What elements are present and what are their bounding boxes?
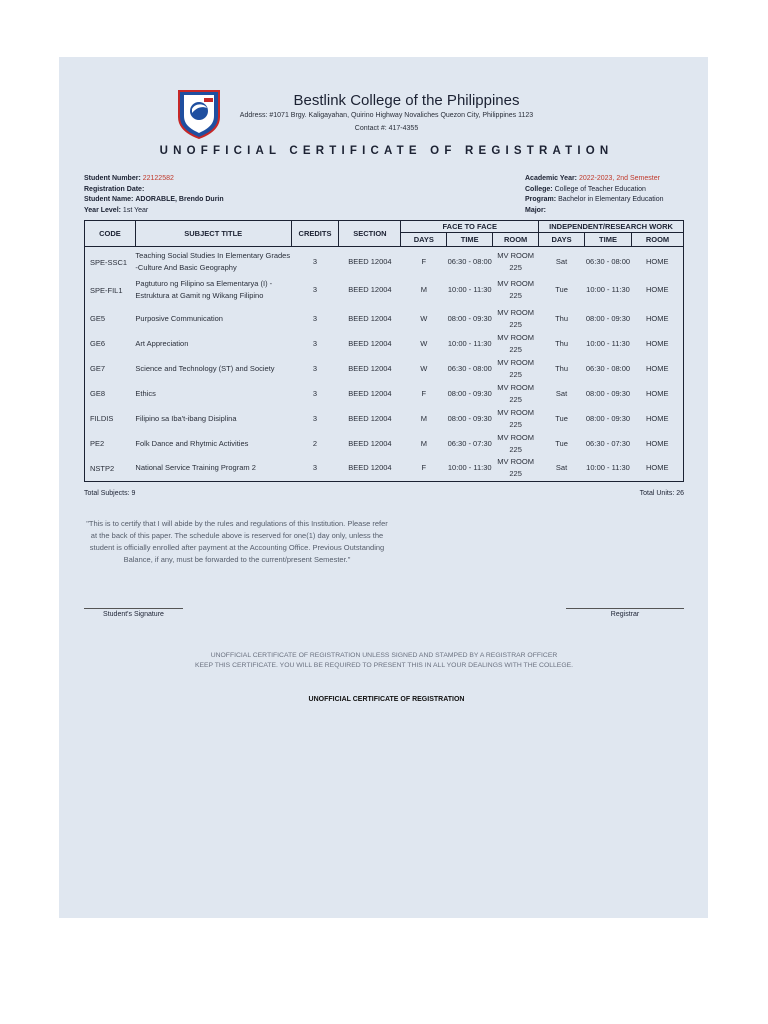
cell-section: BEED 12004 <box>348 413 392 423</box>
student-signature-label: Student's Signature <box>103 611 164 618</box>
table-row <box>85 456 684 481</box>
header-ind-days: DAYS <box>539 233 585 247</box>
cell-f2f-room: MV ROOM 225 <box>497 407 534 429</box>
cell-ind-day: Tue <box>555 285 568 294</box>
cell-title: Teaching Social Studies In Elementary Grades -Culture And Basic Geography <box>135 251 291 272</box>
cell-title: Science and Technology (ST) and Society <box>135 363 275 373</box>
cell-section: BEED 12004 <box>348 388 392 398</box>
cell-code: GE5 <box>90 314 106 323</box>
cell-ind-day: Sat <box>555 257 568 266</box>
cell-code: SPE-SSC1 <box>90 257 128 267</box>
cell-f2f-day: W <box>420 313 428 323</box>
cell-f2f-day: F <box>421 257 427 266</box>
school-name: Bestlink College of the Philippines <box>293 92 520 109</box>
schedule-table <box>84 220 684 482</box>
header-code: CODE <box>85 221 136 247</box>
notice-line-1: UNOFFICIAL CERTIFICATE OF REGISTRATION UNLESS SIGNED AND STAMPED BY A REGISTRAR OFFICER <box>210 652 558 659</box>
cell-credits: 3 <box>312 257 318 266</box>
cell-ind-time: 06:30 - 08:00 <box>585 257 631 266</box>
cell-f2f-time: 06:30 - 07:30 <box>447 438 492 448</box>
table-row <box>85 331 684 356</box>
cell-ind-room: HOME <box>645 413 669 423</box>
cell-section: BEED 12004 <box>348 363 392 373</box>
cell-ind-time: 06:30 - 08:00 <box>585 363 631 373</box>
cell-credits: 3 <box>312 338 318 348</box>
cell-f2f-room: MV ROOM 225 <box>497 332 534 354</box>
cell-ind-room: HOME <box>645 463 669 473</box>
cell-f2f-day: W <box>420 338 428 348</box>
student-info <box>84 174 224 216</box>
header-section: SECTION <box>339 221 401 247</box>
cell-credits: 2 <box>312 438 318 448</box>
cell-ind-time: 08:00 - 09:30 <box>585 388 631 398</box>
footer-title: UNOFFICIAL CERTIFICATE OF REGISTRATION <box>308 696 465 703</box>
cell-ind-time: 10:00 - 11:30 <box>586 338 630 348</box>
cell-f2f-room: MV ROOM 225 <box>497 307 534 329</box>
cell-ind-day: Thu <box>555 363 569 373</box>
cell-ind-room: HOME <box>645 388 669 398</box>
cell-f2f-room: MV ROOM 225 <box>497 457 534 479</box>
cell-ind-time: 08:00 - 09:30 <box>585 413 631 423</box>
academic-year: 2022-2023, 2nd Semester <box>578 175 660 182</box>
cell-title: Pagtuturo ng Filipino sa Elementarya (I) -Estruktura at Gamit ng Wikang Filipino <box>135 279 273 300</box>
table-row <box>85 406 684 431</box>
registrar-notice <box>119 651 649 671</box>
cell-section: BEED 12004 <box>348 285 392 294</box>
certificate-sheet <box>59 57 708 918</box>
table-row <box>85 431 684 456</box>
cell-f2f-day: M <box>420 438 427 448</box>
academic-year-line: Academic Year: 2022-2023, 2nd Semester <box>525 175 660 182</box>
cell-f2f-time: 10:00 - 11:30 <box>447 463 492 473</box>
table-row <box>85 381 684 406</box>
cell-f2f-day: F <box>421 388 427 398</box>
cell-f2f-time: 10:00 - 11:30 <box>447 285 492 294</box>
header-face-to-face: FACE TO FACE <box>401 221 539 233</box>
schedule-rows <box>85 247 684 482</box>
cell-section: BEED 12004 <box>348 313 392 323</box>
cell-credits: 3 <box>312 463 318 473</box>
cell-title: National Service Training Program 2 <box>135 463 256 473</box>
cell-f2f-day: W <box>420 363 428 373</box>
cell-code: PE2 <box>90 439 105 448</box>
cell-section: BEED 12004 <box>348 463 392 473</box>
total-units: Total Units: 26 <box>639 490 684 497</box>
cell-ind-day: Thu <box>555 313 569 323</box>
cell-f2f-time: 08:00 - 09:30 <box>447 413 492 423</box>
registration-date-line: Registration Date: <box>84 185 145 193</box>
year-level-line: Year Level: 1st Year <box>84 206 149 214</box>
cell-ind-day: Sat <box>555 463 568 473</box>
student-name: ADORABLE, Brendo Durin <box>135 196 224 203</box>
table-row <box>85 247 684 275</box>
student-signature-line <box>84 608 183 609</box>
header-f2f-room: ROOM <box>493 233 539 247</box>
header-f2f-time: TIME <box>447 233 493 247</box>
cell-f2f-day: F <box>421 463 427 473</box>
cell-f2f-time: 08:00 - 09:30 <box>447 313 492 323</box>
cell-credits: 3 <box>312 285 318 294</box>
cell-f2f-room: MV ROOM 225 <box>497 432 534 454</box>
cell-title: Art Appreciation <box>135 338 189 348</box>
college: College of Teacher Education <box>554 185 646 193</box>
cell-ind-room: HOME <box>645 257 669 266</box>
cell-ind-day: Tue <box>555 438 568 448</box>
registrar-signature-line <box>566 608 684 609</box>
cell-ind-room: HOME <box>645 285 669 294</box>
cell-f2f-time: 10:00 - 11:30 <box>447 338 492 348</box>
cell-title: Folk Dance and Rhytmic Activities <box>135 438 249 448</box>
cell-ind-day: Tue <box>555 413 568 423</box>
cell-credits: 3 <box>312 363 318 373</box>
school-address: Address: #1071 Brgy. Kaligayahan, Quirino Highway Novaliches Quezon City, Philippines 1123 <box>239 112 534 119</box>
total-subjects: Total Subjects: 9 <box>84 490 136 497</box>
cell-ind-time: 10:00 - 11:30 <box>586 285 630 294</box>
cell-section: BEED 12004 <box>348 338 392 348</box>
table-row <box>85 356 684 381</box>
cell-ind-time: 06:30 - 07:30 <box>585 438 631 448</box>
cell-ind-room: HOME <box>645 363 669 373</box>
cell-ind-day: Sat <box>555 388 568 398</box>
cell-f2f-time: 06:30 - 08:00 <box>447 257 492 266</box>
cell-title: Ethics <box>135 388 156 398</box>
cell-title: Filipino sa Iba't-ibang Disiplina <box>135 413 237 423</box>
cell-section: BEED 12004 <box>348 257 392 266</box>
program-line: Program: Bachelor in Elementary Education <box>525 196 664 203</box>
header-credits: CREDITS <box>291 221 339 247</box>
student-name-line: Student Name: ADORABLE, Brendo Durin <box>84 196 224 203</box>
cell-code: GE7 <box>90 364 106 373</box>
student-number: 22122582 <box>142 175 174 182</box>
cell-title: Purposive Communication <box>135 313 223 323</box>
cell-ind-time: 10:00 - 11:30 <box>586 463 630 473</box>
college-line: College: College of Teacher Education <box>525 185 646 193</box>
student-number-line: Student Number: 22122582 <box>84 175 174 182</box>
certificate-title: UNOFFICIAL CERTIFICATE OF REGISTRATION <box>159 145 614 157</box>
header-independent: INDEPENDENT/RESEARCH WORK <box>539 221 684 233</box>
cell-credits: 3 <box>312 388 318 398</box>
cell-f2f-room: MV ROOM 225 <box>497 279 534 300</box>
cell-code: SPE-FIL1 <box>90 285 123 295</box>
cell-ind-day: Thu <box>555 338 569 348</box>
academic-info <box>525 174 664 216</box>
header-f2f-days: DAYS <box>401 233 447 247</box>
cell-ind-room: HOME <box>645 438 669 448</box>
cell-credits: 3 <box>312 313 318 323</box>
cell-f2f-room: MV ROOM 225 <box>497 251 534 272</box>
header-ind-room: ROOM <box>631 233 683 247</box>
cell-f2f-time: 06:30 - 08:00 <box>447 363 492 373</box>
program: Bachelor in Elementary Education <box>558 196 664 203</box>
header-ind-time: TIME <box>585 233 632 247</box>
table-row <box>85 274 684 306</box>
cell-code: FILDIS <box>90 414 114 423</box>
year-level: 1st Year <box>122 206 149 214</box>
registrar-signature-label: Registrar <box>610 611 640 618</box>
cell-f2f-room: MV ROOM 225 <box>497 382 534 404</box>
cell-ind-room: HOME <box>645 338 669 348</box>
cell-f2f-day: M <box>420 413 427 423</box>
cell-ind-room: HOME <box>645 313 669 323</box>
school-contact: Contact #: 417-4355 <box>354 125 419 132</box>
cell-code: NSTP2 <box>90 463 115 473</box>
cell-f2f-day: M <box>420 285 427 294</box>
cell-ind-time: 08:00 - 09:30 <box>585 313 631 323</box>
cell-f2f-time: 08:00 - 09:30 <box>447 388 492 398</box>
certification-statement: "This is to certify that I will abide by the rules and regulations of this Institution. Please refer at the back of this paper. The schedule above is reserved for one(1) day only, unless the student is officially enrolled after payment at the Accounting Office. Previous Outstanding Balance, if any, must be forwarded to the current/present Semester." <box>86 519 388 564</box>
cell-f2f-room: MV ROOM 225 <box>497 357 534 379</box>
header-subject-title: SUBJECT TITLE <box>135 221 291 247</box>
table-row <box>85 306 684 331</box>
cell-credits: 3 <box>312 413 318 423</box>
cell-code: GE6 <box>90 339 106 348</box>
notice-line-2: KEEP THIS CERTIFICATE. YOU WILL BE REQUIRED TO PRESENT THIS IN ALL YOUR DEALINGS WITH THE COLLEGE. <box>194 662 574 669</box>
major-line: Major: <box>525 206 546 214</box>
cell-code: GE8 <box>90 389 106 398</box>
cell-section: BEED 12004 <box>348 438 392 448</box>
